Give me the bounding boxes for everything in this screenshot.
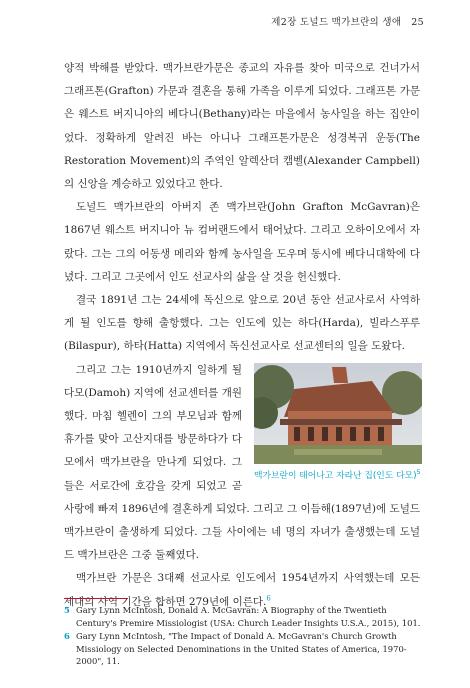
paragraph-3: 결국 1891년 그는 24세에 독신으로 앞으로 20년 동안 선교사로서 사역하게 될 인도를 향해 출항했다. 그는 인도에 있는 하다(Harda), 빌라스푸루(Bilaspur), 하타(Hatta) 지역에서 독신선교사로 선교센터의 일을 도왔다.	[64, 294, 420, 353]
footnote-text: Gary Lynn McIntosh, "The Impact of Donald A. McGavran's Church Growth Missiology on Selected Denominations in the United States of America, 1970-2000", 11.	[76, 631, 407, 667]
caption-footnote-ref: 5	[416, 467, 421, 476]
paragraph-4: 그리고 그는 1910년까지 일하게 될 다모(Damoh) 지역에 선교센터를 개원했다. 마침 헬렌이 그의 부모님과 함께 휴가를 맞아 고산지대를 방문하다가 다모에서 맥가브란을 만나게 되었다. 그들은 서로간에 호감을 갖게 되었고 곧 사랑에 빠져 1896년에 결혼하게 되었다. 그리고 그 이듬해(1897년)에 도널드 맥가브란이 출생하게 되었다. 그들 사이에는 네 명의 자녀가 출생했는데 도널드 맥가브란은 그중 둘째였다.	[64, 363, 420, 562]
house-figure	[254, 363, 422, 483]
footnote-6	[64, 630, 424, 668]
paragraph-1: 양적 박해를 받았다. 맥가브란가문은 종교의 자유를 찾아 미국으로 건너가서 그래프톤(Grafton) 가문과 결혼을 통해 가족을 이루게 되었다. 그래프톤 가문은 웨스트 버지니아의 베다니(Bethany)라는 마을에서 농사일을 하는 집안이었다. 정확하게 알려진 바는 아니나 그래프톤가문은 성경복귀 운동(The Restoration Movement)의 주역인 알렉산더 캠벨(Alexander Campbell)의 신앙을 계승하고 있었다고 한다.	[64, 62, 420, 191]
footnote-number: 6	[64, 631, 70, 642]
body-text	[64, 57, 420, 614]
paragraph-5: 맥가브란 가문은 3대째 선교사로 인도에서 1954년까지 사역했는데 모든 세대의 사역 기간을 합하면 279년에 이른다.$^6$	[64, 572, 420, 608]
footnote-rule	[64, 598, 128, 599]
chapter-title: 제2장 도널드 맥가브란의 생애	[271, 17, 402, 28]
figure-caption: 맥가브란이 태어나고 자라난 집(인도 다모)$^5$	[254, 467, 421, 481]
footnotes	[64, 604, 424, 669]
paragraph-2: 도널드 맥가브란의 아버지 존 맥가브란(John Grafton McGavran)은 1867년 웨스트 버지니아 뉴 컴버랜드에서 태어났다. 그리고 오하이오에서 자랐다. 그는 그의 어동생 메리와 함께 농사일을 도우며 동시에 베다니대학에 다녔다. 그리고 그곳에서 인도 선교사의 삶을 살 것을 헌신했다.	[64, 201, 420, 283]
footnote-5	[64, 604, 424, 629]
page-number: 25	[411, 17, 424, 28]
footnote-number: 5	[64, 605, 70, 615]
house-photo	[254, 363, 422, 464]
footnote-text: Gary Lynn McIntosh, Donald A. McGavran: A Biography of the Twentieth Century's Premire Missiologist (USA: Church Leader Insights U.S.A., 2015), 101.	[76, 605, 421, 628]
footnote-ref: 6	[266, 594, 271, 603]
running-header	[0, 14, 424, 28]
